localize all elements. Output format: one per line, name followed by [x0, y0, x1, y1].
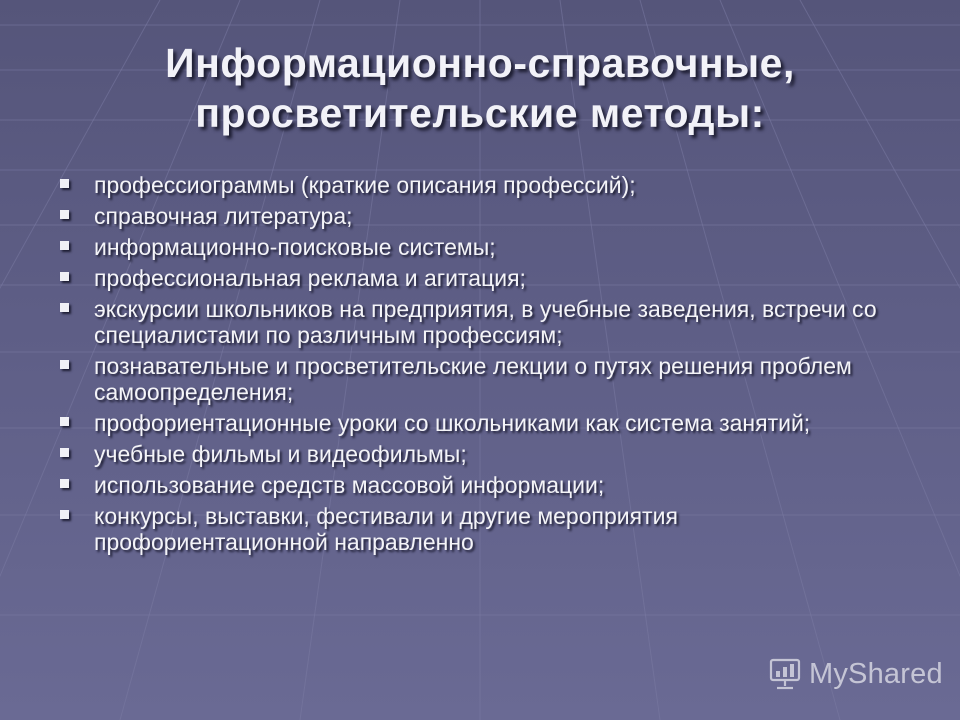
square-bullet-icon: [60, 510, 69, 519]
square-bullet-icon: [60, 360, 69, 369]
bullet-item: [60, 503, 890, 555]
bullet-item: [60, 410, 890, 436]
bullet-text: экскурсии школьников на предприятия, в учебные заведения, встречи со специалистами по различным профессиям;: [94, 296, 877, 348]
square-bullet-icon: [60, 417, 69, 426]
slide-title: [60, 38, 900, 138]
bullet-item: [60, 234, 890, 260]
square-bullet-icon: [60, 272, 69, 281]
bullet-text: профессиональная реклама и агитация;: [94, 265, 526, 291]
slide-title-line-2: просветительские методы:: [195, 90, 765, 136]
bullet-item: [60, 296, 890, 348]
bullet-item: [60, 441, 890, 467]
bullet-item: [60, 203, 890, 229]
bullet-item: [60, 472, 890, 498]
bullet-text: использование средств массовой информации;: [94, 472, 605, 498]
slide-title-line-1: Информационно-справочные,: [165, 40, 795, 86]
bullet-text: профориентационные уроки со школьниками как система занятий;: [94, 410, 811, 436]
square-bullet-icon: [60, 179, 69, 188]
square-bullet-icon: [60, 210, 69, 219]
bullet-item: [60, 353, 890, 405]
bullet-text: конкурсы, выставки, фестивали и другие мероприятия профориентационной направленно: [94, 503, 678, 555]
square-bullet-icon: [60, 479, 69, 488]
bullet-item: [60, 172, 890, 198]
bullet-text: учебные фильмы и видеофильмы;: [94, 441, 467, 467]
bullet-text: профессиограммы (краткие описания профессий);: [94, 172, 636, 198]
myshared-logo-icon: [768, 656, 802, 692]
bullet-text: информационно-поисковые системы;: [94, 234, 496, 260]
bullet-list: [60, 172, 890, 560]
myshared-watermark: [768, 654, 943, 694]
bullet-text: справочная литература;: [94, 203, 353, 229]
bullet-item: [60, 265, 890, 291]
watermark-brand: MyShared: [809, 657, 943, 690]
square-bullet-icon: [60, 303, 69, 312]
square-bullet-icon: [60, 241, 69, 250]
bullet-text: познавательные и просветительские лекции о путях решения проблем самоопределения;: [94, 353, 852, 405]
square-bullet-icon: [60, 448, 69, 457]
